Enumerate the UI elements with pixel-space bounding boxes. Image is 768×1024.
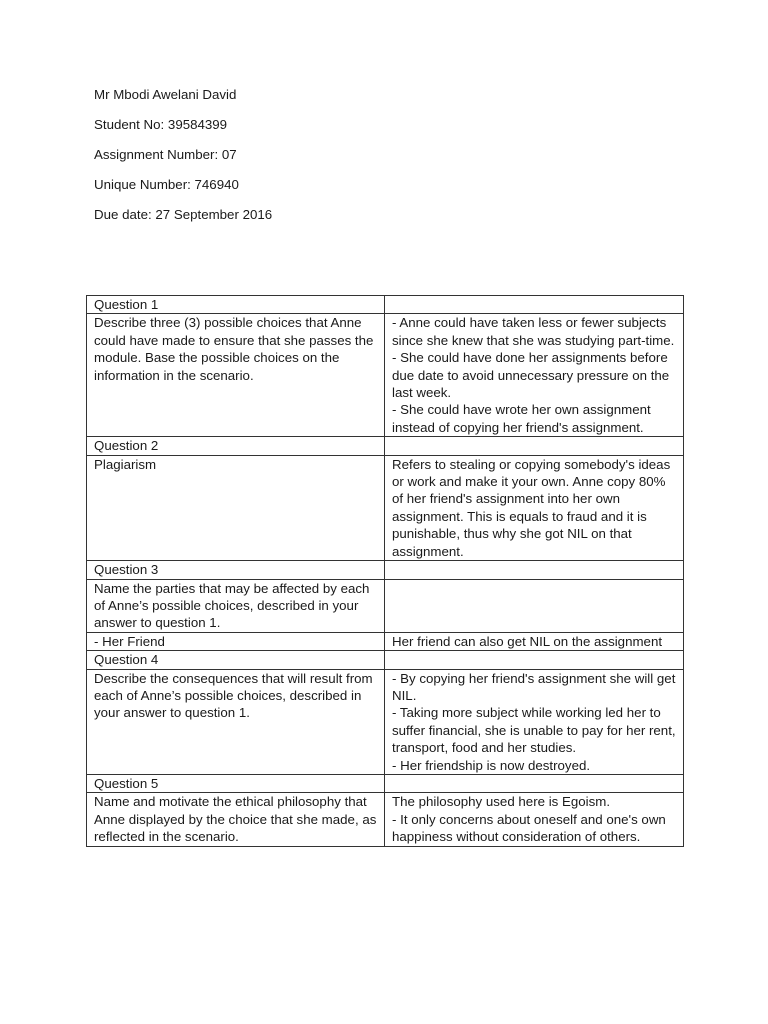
- answer-line: - She could have wrote her own assignment instead of copying her friend's assignment.: [392, 402, 651, 435]
- empty-cell: [385, 437, 684, 455]
- question-3-party: - Her Friend: [87, 632, 385, 650]
- table-row: [87, 632, 684, 650]
- table-row: [87, 437, 684, 455]
- table-row: [87, 774, 684, 792]
- answers-table: [86, 295, 684, 847]
- question-1-answer: [385, 314, 684, 437]
- answer-line: The philosophy used here is Egoism.: [392, 794, 611, 810]
- question-2-text: Plagiarism: [87, 455, 385, 560]
- table-row: [87, 579, 684, 632]
- question-5-answer: [385, 793, 684, 846]
- question-3-title: Question 3: [87, 561, 385, 579]
- assignment-number: Assignment Number: 07: [94, 147, 237, 162]
- student-name: Mr Mbodi Awelani David: [94, 87, 237, 102]
- empty-cell: [385, 651, 684, 669]
- question-4-text: Describe the consequences that will result from each of Anne’s possible choices, described in your answer to question 1.: [87, 669, 385, 774]
- empty-cell: [385, 561, 684, 579]
- question-3-answer: Her friend can also get NIL on the assignment: [385, 632, 684, 650]
- answer-line: - Taking more subject while working led her to suffer financial, she is unable to pay for her rent, transport, food and her studies.: [392, 705, 676, 756]
- due-date: Due date: 27 September 2016: [94, 207, 273, 222]
- question-2-title: Question 2: [87, 437, 385, 455]
- empty-cell: [385, 579, 684, 632]
- student-details: [94, 86, 272, 236]
- unique-number: Unique Number: 746940: [94, 177, 239, 192]
- answer-line: - Anne could have taken less or fewer subjects since she knew that she was studying part-time.: [392, 315, 675, 348]
- question-5-title: Question 5: [87, 774, 385, 792]
- question-4-answer: [385, 669, 684, 774]
- answer-line: - Her friendship is now destroyed.: [392, 757, 591, 773]
- table-row: [87, 651, 684, 669]
- table-row: [87, 455, 684, 560]
- empty-cell: [385, 774, 684, 792]
- table-row: [87, 296, 684, 314]
- question-5-text: Name and motivate the ethical philosophy that Anne displayed by the choice that she made, as reflected in the scenario.: [87, 793, 385, 846]
- answer-line: - It only concerns about oneself and one's own happiness without consideration of others.: [392, 811, 666, 845]
- answer-line: - By copying her friend's assignment she will get NIL.: [392, 670, 676, 703]
- answer-line: - She could have done her assignments before due date to avoid unnecessary pressure on the last week.: [392, 350, 670, 401]
- question-3-text: Name the parties that may be affected by each of Anne’s possible choices, described in your answer to question 1.: [87, 579, 385, 632]
- student-number: Student No: 39584399: [94, 117, 228, 132]
- question-1-title: Question 1: [87, 296, 385, 314]
- question-2-answer: Refers to stealing or copying somebody's ideas or work and make it your own. Anne copy 80% of her friend's assignment into her own assignment. This is equals to fraud and it is punishable, thus why she got NIL on that assignment.: [385, 455, 684, 560]
- table-row: [87, 793, 684, 846]
- table-row: [87, 561, 684, 579]
- table-row: [87, 669, 684, 774]
- question-1-text: Describe three (3) possible choices that Anne could have made to ensure that she passes the module. Base the possible choices on the information in the scenario.: [87, 314, 385, 437]
- table-row: [87, 314, 684, 437]
- empty-cell: [385, 296, 684, 314]
- question-4-title: Question 4: [87, 651, 385, 669]
